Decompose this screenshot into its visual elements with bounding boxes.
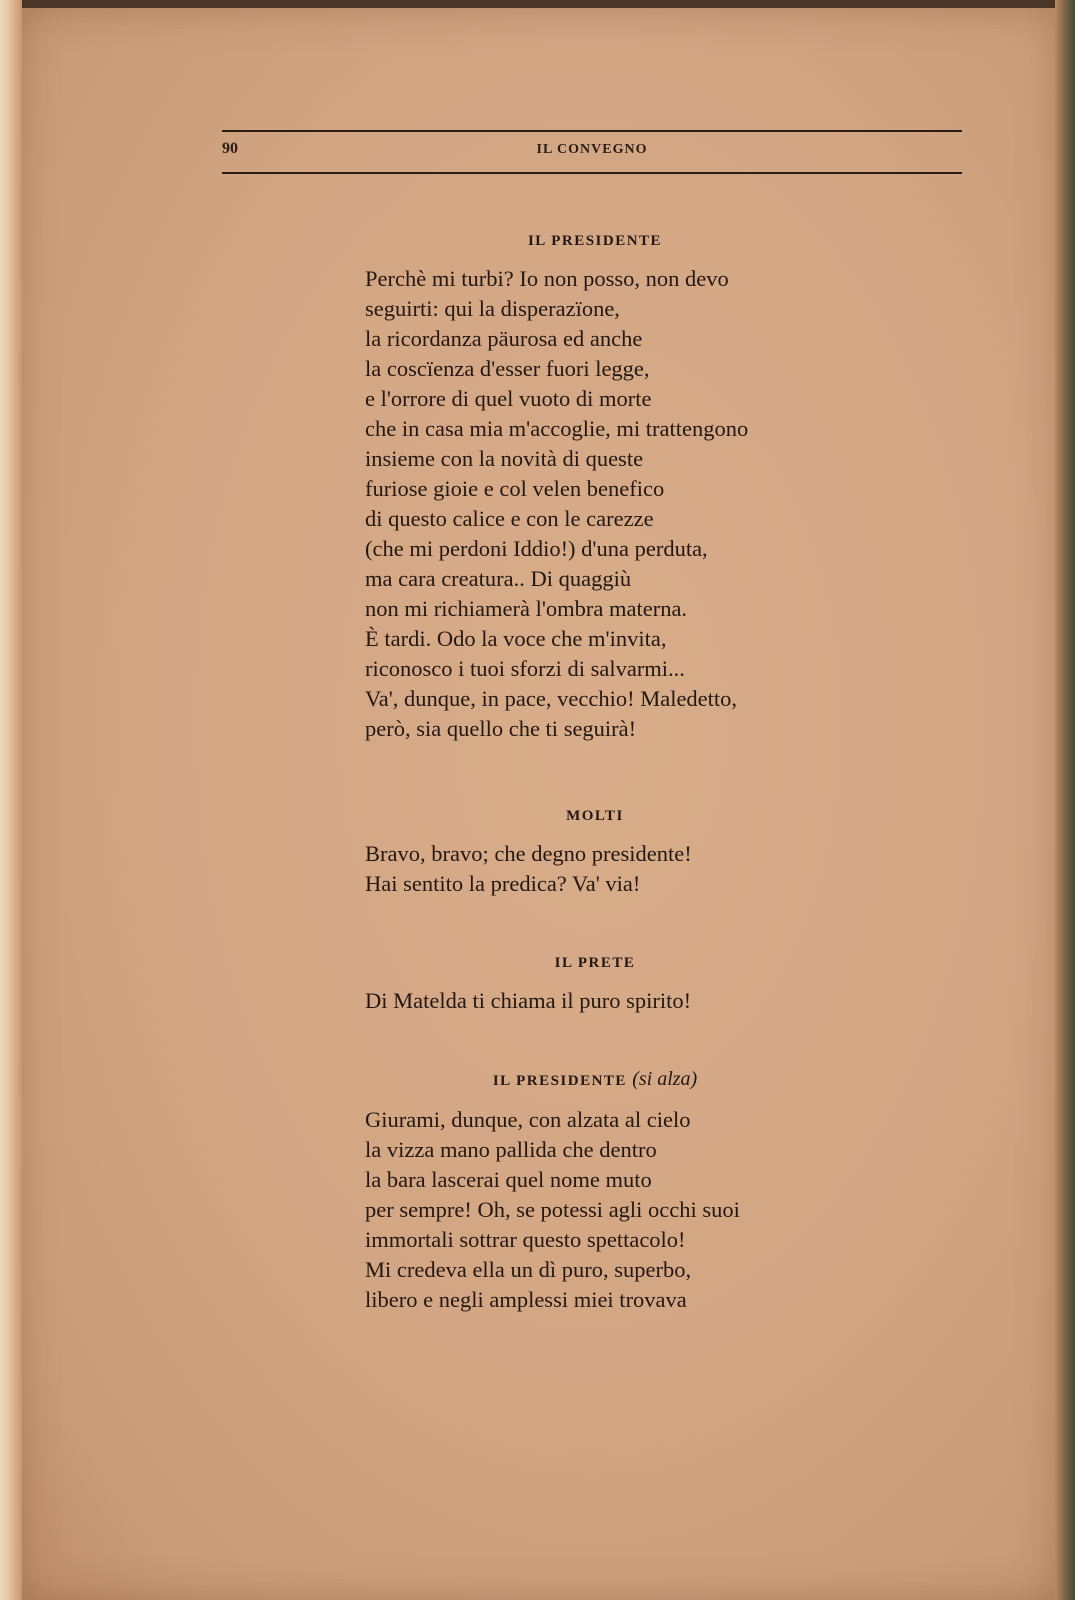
verse-line: per sempre! Oh, se potessi agli occhi suoi bbox=[365, 1197, 740, 1222]
verse-line: non mi richiamerà l'ombra materna. bbox=[365, 596, 688, 621]
verse-line: libero e negli amplessi miei trovava bbox=[365, 1287, 687, 1312]
stage-direction: (si alza) bbox=[632, 1068, 698, 1090]
verse-line: la coscïenza d'esser fuori legge, bbox=[365, 356, 650, 381]
speaker-name: IL PRESIDENTE bbox=[492, 1073, 627, 1089]
verse-line: di questo calice e con le carezze bbox=[365, 506, 654, 531]
speaker-name: IL PRESIDENTE bbox=[527, 233, 663, 249]
verse-line: Mi credeva ella un dì puro, superbo, bbox=[365, 1257, 692, 1282]
verse-line: seguirti: qui la disperazïone, bbox=[365, 296, 620, 321]
verse-line: Di Matelda ti chiama il puro spirito! bbox=[365, 988, 692, 1013]
running-head bbox=[222, 130, 962, 174]
verse-line: riconosco i tuoi sforzi di salvarmi... bbox=[365, 656, 685, 681]
verse-line: (che mi perdoni Iddio!) d'una perduta, bbox=[365, 536, 708, 561]
verse-line: Giurami, dunque, con alzata al cielo bbox=[365, 1107, 691, 1132]
speaker-heading bbox=[365, 1068, 825, 1091]
verse-line: Bravo, bravo; che degno presidente! bbox=[365, 841, 692, 866]
speaker-name: IL PRETE bbox=[554, 955, 636, 971]
verse-line: la ricordanza päurosa ed anche bbox=[365, 326, 643, 351]
page-binding-edge bbox=[0, 0, 22, 1600]
speech-block-president-rises bbox=[365, 1068, 1005, 1315]
speech-block-president bbox=[365, 233, 1005, 744]
verse-line: la bara lascerai quel nome muto bbox=[365, 1167, 652, 1192]
speaker-name: MOLTI bbox=[566, 808, 624, 824]
verse-line: la vizza mano pallida che dentro bbox=[365, 1137, 657, 1162]
verse-line: Va', dunque, in pace, vecchio! Maledetto, bbox=[365, 686, 738, 711]
verse-line: immortali sottrar questo spettacolo! bbox=[365, 1227, 686, 1252]
speech-block-molti bbox=[365, 808, 1005, 899]
verse-line: insieme con la novità di queste bbox=[365, 446, 644, 471]
verse-line: ma cara creatura.. Di quaggiù bbox=[365, 566, 632, 591]
page-number: 90 bbox=[222, 140, 238, 157]
verse-line: e l'orrore di quel vuoto di morte bbox=[365, 386, 652, 411]
verse-line: furiose gioie e col velen benefico bbox=[365, 476, 665, 501]
verse-line: Hai sentito la predica? Va' via! bbox=[365, 871, 641, 896]
verse-line: Perchè mi turbi? Io non posso, non devo bbox=[365, 266, 729, 291]
journal-title: IL CONVEGNO bbox=[536, 142, 648, 157]
verse-line: però, sia quello che ti seguirà! bbox=[365, 716, 637, 741]
verse-line: che in casa mia m'accoglie, mi trattengono bbox=[365, 416, 749, 441]
page-outer-edge bbox=[1055, 0, 1075, 1600]
verse-line: È tardi. Odo la voce che m'invita, bbox=[365, 626, 667, 651]
speech-block-prete bbox=[365, 955, 1005, 1016]
